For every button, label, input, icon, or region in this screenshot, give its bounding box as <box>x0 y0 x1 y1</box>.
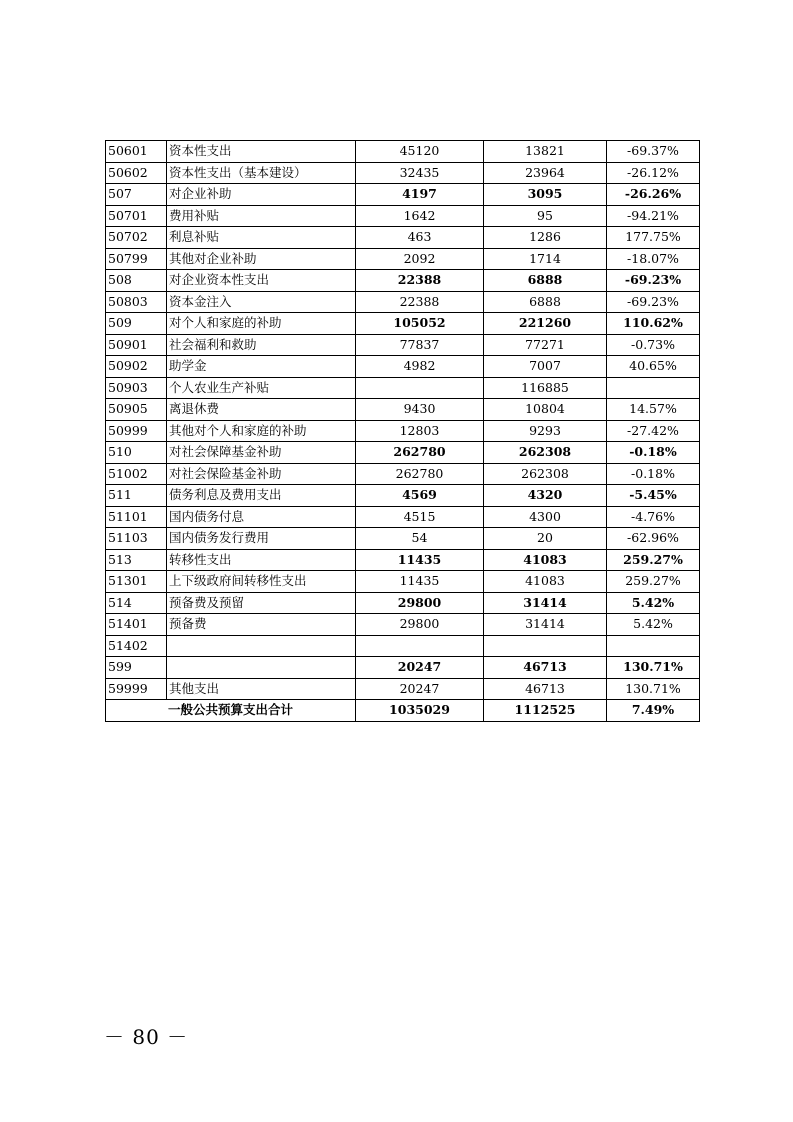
table-row <box>106 420 700 442</box>
table-row <box>106 571 700 593</box>
row-name: 转移性支出 <box>167 549 356 571</box>
table-row <box>106 678 700 700</box>
row-value-1: 4515 <box>356 506 484 528</box>
table-row <box>106 528 700 550</box>
row-value-2: 6888 <box>484 291 607 313</box>
table-row <box>106 442 700 464</box>
total-label: 一般公共预算支出合计 <box>106 700 356 722</box>
row-value-2 <box>484 635 607 657</box>
row-name: 对企业补助 <box>167 184 356 206</box>
row-value-1: 54 <box>356 528 484 550</box>
row-value-1: 20247 <box>356 657 484 679</box>
row-percent-change: -62.96% <box>607 528 700 550</box>
row-value-2: 1714 <box>484 248 607 270</box>
row-value-1 <box>356 635 484 657</box>
row-name <box>167 657 356 679</box>
row-value-2: 9293 <box>484 420 607 442</box>
row-value-1: 1642 <box>356 205 484 227</box>
row-value-2: 20 <box>484 528 607 550</box>
row-value-1: 262780 <box>356 442 484 464</box>
total-value-1: 1035029 <box>356 700 484 722</box>
budget-expenditure-table <box>105 140 700 722</box>
table-row <box>106 592 700 614</box>
row-percent-change: -69.23% <box>607 270 700 292</box>
row-name: 对个人和家庭的补助 <box>167 313 356 335</box>
row-value-2: 7007 <box>484 356 607 378</box>
row-code: 50903 <box>106 377 167 399</box>
row-value-1: 4982 <box>356 356 484 378</box>
row-percent-change: 130.71% <box>607 678 700 700</box>
row-value-1: 2092 <box>356 248 484 270</box>
table-row <box>106 549 700 571</box>
row-code: 51103 <box>106 528 167 550</box>
row-code: 51402 <box>106 635 167 657</box>
row-name: 离退休费 <box>167 399 356 421</box>
row-name: 上下级政府间转移性支出 <box>167 571 356 593</box>
row-value-1: 4569 <box>356 485 484 507</box>
row-code: 50901 <box>106 334 167 356</box>
table-row <box>106 141 700 163</box>
row-percent-change: 259.27% <box>607 549 700 571</box>
row-value-1: 105052 <box>356 313 484 335</box>
row-value-1: 77837 <box>356 334 484 356</box>
row-code: 50799 <box>106 248 167 270</box>
row-value-1: 22388 <box>356 270 484 292</box>
row-name: 费用补贴 <box>167 205 356 227</box>
table-row <box>106 227 700 249</box>
row-code: 50601 <box>106 141 167 163</box>
row-value-2: 6888 <box>484 270 607 292</box>
row-value-2: 116885 <box>484 377 607 399</box>
row-value-2: 95 <box>484 205 607 227</box>
row-percent-change: 130.71% <box>607 657 700 679</box>
table-row <box>106 184 700 206</box>
row-name: 对社会保险基金补助 <box>167 463 356 485</box>
row-name: 利息补贴 <box>167 227 356 249</box>
table-row <box>106 334 700 356</box>
row-value-1: 22388 <box>356 291 484 313</box>
row-value-1: 4197 <box>356 184 484 206</box>
row-code: 51101 <box>106 506 167 528</box>
row-code: 50902 <box>106 356 167 378</box>
total-row <box>106 700 700 722</box>
row-code: 50702 <box>106 227 167 249</box>
row-code: 510 <box>106 442 167 464</box>
row-name: 预备费 <box>167 614 356 636</box>
row-name: 债务利息及费用支出 <box>167 485 356 507</box>
row-percent-change: -0.18% <box>607 463 700 485</box>
row-percent-change: 5.42% <box>607 614 700 636</box>
row-code: 599 <box>106 657 167 679</box>
row-value-1: 262780 <box>356 463 484 485</box>
row-percent-change: 110.62% <box>607 313 700 335</box>
row-value-2: 4300 <box>484 506 607 528</box>
row-code: 50905 <box>106 399 167 421</box>
row-value-2: 1286 <box>484 227 607 249</box>
table-row <box>106 377 700 399</box>
row-value-2: 41083 <box>484 571 607 593</box>
row-percent-change: 177.75% <box>607 227 700 249</box>
row-value-2: 3095 <box>484 184 607 206</box>
table-row <box>106 205 700 227</box>
row-percent-change <box>607 377 700 399</box>
row-percent-change: -4.76% <box>607 506 700 528</box>
row-value-2: 13821 <box>484 141 607 163</box>
row-value-1: 11435 <box>356 549 484 571</box>
row-value-1: 32435 <box>356 162 484 184</box>
row-percent-change: 14.57% <box>607 399 700 421</box>
row-name: 其他支出 <box>167 678 356 700</box>
row-percent-change: 5.42% <box>607 592 700 614</box>
table-row <box>106 506 700 528</box>
row-percent-change: -94.21% <box>607 205 700 227</box>
table-row <box>106 485 700 507</box>
table-body <box>106 141 700 700</box>
row-value-2: 262308 <box>484 463 607 485</box>
row-percent-change: -69.37% <box>607 141 700 163</box>
row-name: 其他对企业补助 <box>167 248 356 270</box>
row-value-2: 23964 <box>484 162 607 184</box>
row-code: 50999 <box>106 420 167 442</box>
row-value-1: 9430 <box>356 399 484 421</box>
row-percent-change: 259.27% <box>607 571 700 593</box>
row-percent-change: -0.73% <box>607 334 700 356</box>
row-value-1: 11435 <box>356 571 484 593</box>
row-name: 资本金注入 <box>167 291 356 313</box>
row-code: 59999 <box>106 678 167 700</box>
row-name: 助学金 <box>167 356 356 378</box>
row-name: 对社会保障基金补助 <box>167 442 356 464</box>
row-name: 对企业资本性支出 <box>167 270 356 292</box>
table-row <box>106 248 700 270</box>
row-value-1: 20247 <box>356 678 484 700</box>
row-percent-change: -69.23% <box>607 291 700 313</box>
row-value-1 <box>356 377 484 399</box>
row-percent-change: -26.12% <box>607 162 700 184</box>
row-code: 50701 <box>106 205 167 227</box>
row-value-1: 29800 <box>356 592 484 614</box>
row-code: 514 <box>106 592 167 614</box>
row-value-2: 46713 <box>484 678 607 700</box>
row-code: 51002 <box>106 463 167 485</box>
row-value-1: 29800 <box>356 614 484 636</box>
table-row <box>106 614 700 636</box>
row-value-2: 4320 <box>484 485 607 507</box>
table-row <box>106 635 700 657</box>
row-code: 50803 <box>106 291 167 313</box>
row-code: 507 <box>106 184 167 206</box>
row-value-2: 221260 <box>484 313 607 335</box>
row-code: 508 <box>106 270 167 292</box>
table-row <box>106 162 700 184</box>
row-name: 国内债务发行费用 <box>167 528 356 550</box>
row-name: 个人农业生产补贴 <box>167 377 356 399</box>
row-name: 资本性支出 <box>167 141 356 163</box>
row-name: 国内债务付息 <box>167 506 356 528</box>
total-percent-change: 7.49% <box>607 700 700 722</box>
row-value-2: 10804 <box>484 399 607 421</box>
row-percent-change: -5.45% <box>607 485 700 507</box>
table-row <box>106 356 700 378</box>
row-value-1: 12803 <box>356 420 484 442</box>
row-value-2: 31414 <box>484 614 607 636</box>
row-value-2: 46713 <box>484 657 607 679</box>
row-value-2: 31414 <box>484 592 607 614</box>
row-name: 其他对个人和家庭的补助 <box>167 420 356 442</box>
row-code: 509 <box>106 313 167 335</box>
row-value-1: 463 <box>356 227 484 249</box>
table-row <box>106 399 700 421</box>
row-name <box>167 635 356 657</box>
table-row <box>106 270 700 292</box>
row-value-2: 77271 <box>484 334 607 356</box>
table-row <box>106 313 700 335</box>
table-row <box>106 291 700 313</box>
row-name: 预备费及预留 <box>167 592 356 614</box>
row-code: 51401 <box>106 614 167 636</box>
row-percent-change: -18.07% <box>607 248 700 270</box>
row-code: 51301 <box>106 571 167 593</box>
row-code: 511 <box>106 485 167 507</box>
row-percent-change: -0.18% <box>607 442 700 464</box>
row-percent-change: -26.26% <box>607 184 700 206</box>
row-percent-change <box>607 635 700 657</box>
row-value-2: 41083 <box>484 549 607 571</box>
row-code: 513 <box>106 549 167 571</box>
row-value-1: 45120 <box>356 141 484 163</box>
row-value-2: 262308 <box>484 442 607 464</box>
row-percent-change: -27.42% <box>607 420 700 442</box>
page-number: － 80 － <box>104 1025 189 1049</box>
row-percent-change: 40.65% <box>607 356 700 378</box>
row-name: 资本性支出（基本建设） <box>167 162 356 184</box>
row-code: 50602 <box>106 162 167 184</box>
table-row <box>106 463 700 485</box>
table-row <box>106 657 700 679</box>
total-value-2: 1112525 <box>484 700 607 722</box>
row-name: 社会福利和救助 <box>167 334 356 356</box>
